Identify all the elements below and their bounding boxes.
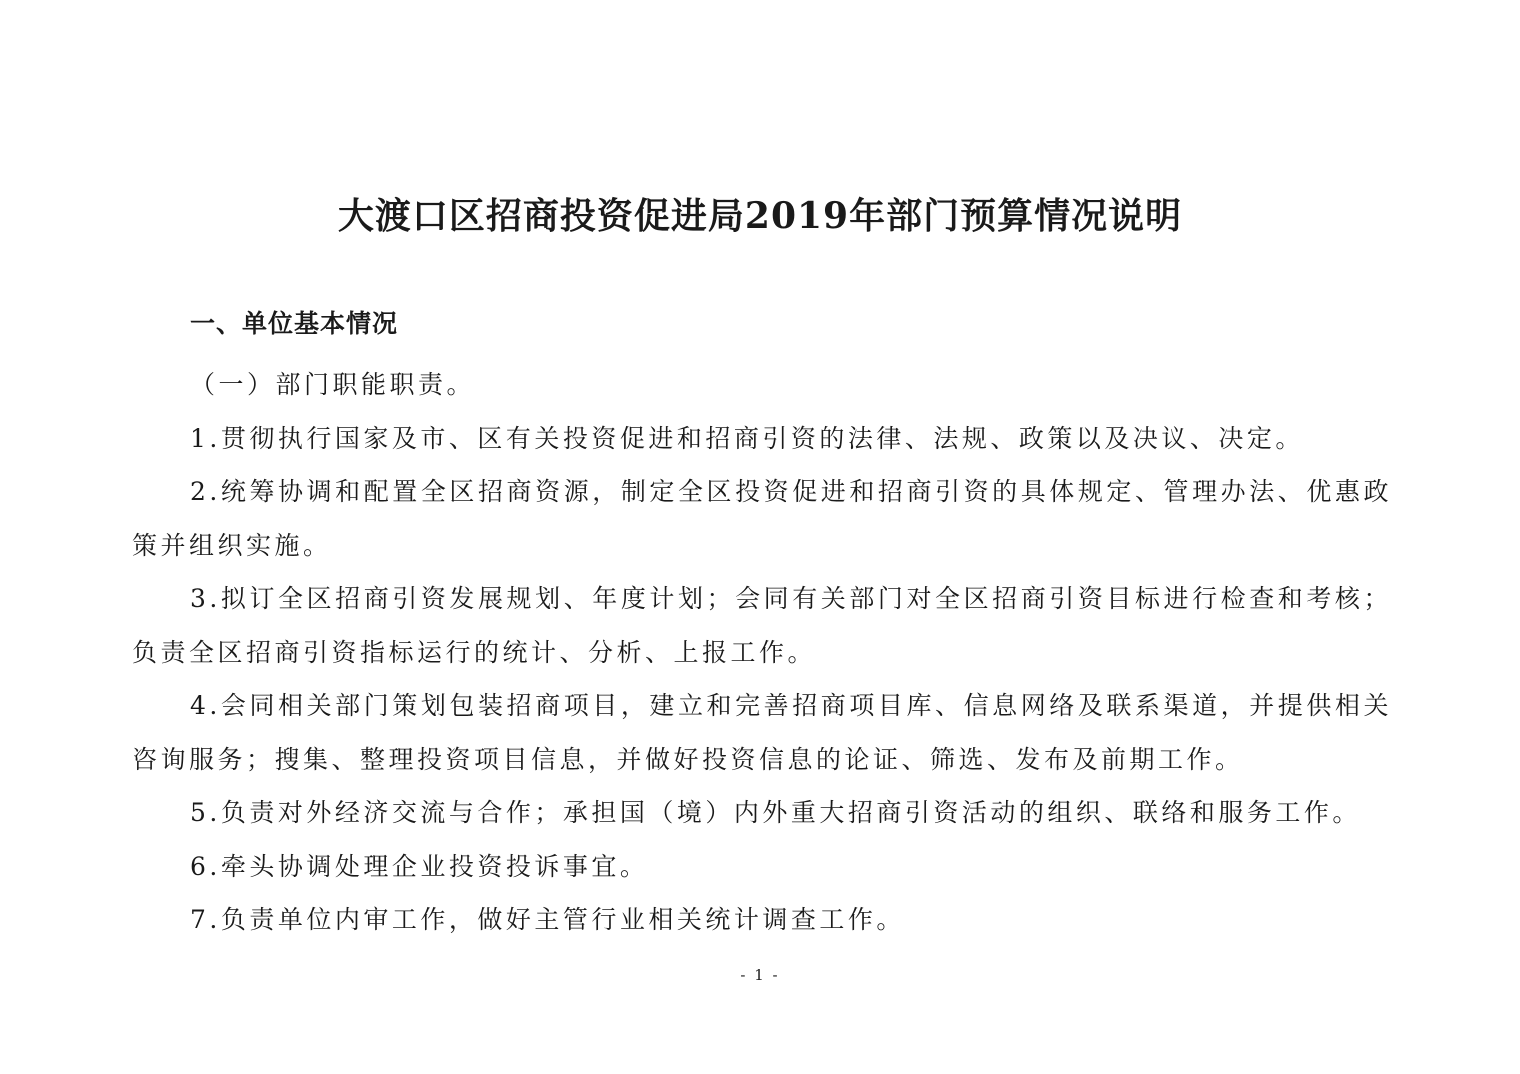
duty-paragraph-7: 7.负责单位内审工作，做好主管行业相关统计调查工作。 [190,905,905,934]
subsection-heading: （一）部门职能职责。 [190,370,476,399]
duty-paragraph-3: 3.拟订全区招商引资发展规划、年度计划；会同有关部门对全区招商引资目标进行检查和考核；负责全区招商引资指标运行的统计、分析、上报工作。 [132,584,1392,667]
duty-paragraph-2: 2.统筹协调和配置全区招商资源，制定全区投资促进和招商引资的具体规定、管理办法、优惠政策并组织实施。 [132,477,1392,560]
duty-paragraph-5: 5.负责对外经济交流与合作；承担国（境）内外重大招商引资活动的组织、联络和服务工作。 [190,798,1361,827]
document-body [132,358,1392,947]
duty-paragraph-4: 4.会同相关部门策划包装招商项目，建立和完善招商项目库、信息网络及联系渠道，并提供相关咨询服务；搜集、整理投资项目信息，并做好投资信息的论证、筛选、发布及前期工作。 [132,691,1392,774]
document-title: 大渡口区招商投资促进局2019年部门预算情况说明 [337,195,1183,237]
duty-paragraph-1: 1.贯彻执行国家及市、区有关投资促进和招商引资的法律、法规、政策以及决议、决定。 [190,423,1304,453]
page-number: - 1 - [740,966,780,984]
duty-paragraph-6: 6.牵头协调处理企业投资投诉事宜。 [190,851,649,881]
section-heading: 一、单位基本情况 [190,309,399,338]
